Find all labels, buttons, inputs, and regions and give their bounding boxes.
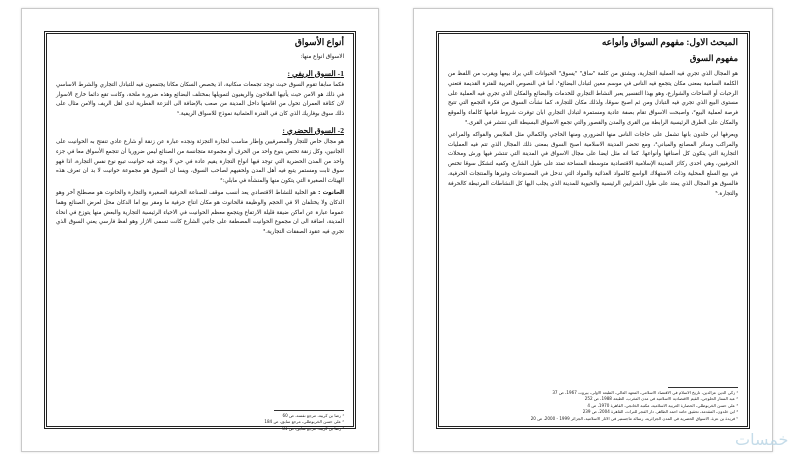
footnote: ³ رضا بن كريبة، مرجع سابق، ص 81 <box>282 425 344 431</box>
watermark-logo: خمسات <box>735 430 789 449</box>
paragraph: فكما سابقا تقوم السوق حيث توجد تجمعات سكانية، اذ يخصص السكان مكانا يجتمعون فيه للتبادل التجاري والشرط الاساسي في ذلك هو الامن حيث يأتيها الفلاحون والريفيون لتمويلها بمختلف البضائع وهذه ضرورة ملحة، وكانت تقع دائما خارج الاسوار لان كثافة العمران تحول من اقامتها داخل المدينة من صعب بالإضافة الى النزعة الفطرية لدى اهل الريف والامن مثال على ذلك سوق بوفاريك الذي كان في الفترة العثمانية نموذج للاسواق الريفية.¹ <box>56 81 344 118</box>
subsection-title: 1- السوق الريفي : <box>287 68 344 78</box>
section-heading: أنواع الأسواق <box>294 37 344 47</box>
footnote: ¹ زكي الدين عزالدين، تاريخ الاسلام في الاقتصاد الاسلامي، المعهد العالي، الطبعة الاولى، بيروت 1967، ص 37 <box>552 390 738 395</box>
footnote-divider <box>668 387 738 388</box>
page-content <box>448 37 738 201</box>
footnote: ¹ رضا بن كريبة، مرجع نفسه، ص 60 <box>282 413 344 418</box>
footnote-divider <box>274 410 344 411</box>
section-heading: مفهوم السوق <box>689 53 738 63</box>
document-page-right <box>413 8 773 452</box>
paragraph: هو المجال الذي تجري فيه العملية التجارية، ويشتق من كلمة "ساق" "يسوق" الحيوانات التي يراد بيعها ويقرب من اللفظ من الكلمة السامية بمعنى مكان يتجمع فيه الناس في موسم معين لتبادل البضائع¹، أما في النصوص العربية للفترة القديمة فتعني الرحبات أو الساحات والشوارع، وهو بهذا التفسير يعبر النشاط التجاري للخدمات والبضائع والمكان الذي تجري فيه العملية على مستوى البيع الذي تجري فيه التبادل ومن ثم اصبح سوقا، ولذلك مكان للتجارة، كما نشأت السوق من فكرة التجمع التي تتيح فرصة لعملية البيع²، واصبحت الاسواق تقام بصفة عادية ومستمرة لتبادل التجاري ابان توفرت شروط قيامها كالماء والموقع والمكان على الطرق الرئيسية الرابطة بين القرى والمدن والقصور والتي تجمع الاسواق البسيطة التي تنتشر في القرى.³ <box>448 71 738 126</box>
term-text: هو الخلية للنشاط الاقتصادي يعد أنسب موقف للصناعة الحرفية الصغيرة والتجارة والحانوت هو مصطلح آخر وهو الدكان ولا يختلفان الا في الحجم والوظيفة فالحانوت هو مكان انتاج حرفية ما ومقر بيع اما الدكان محل لعرض الصنائع وهما عموما عبارة عن اماكن ضيقة قليلة الارتفاع ويتجمع معظم الحوانيت في الاحياء الرئيسية التجارية والبعض منها يتوزع في انحاء المدينة، اضافة الى ان مجموع الحوانيت المصطفة على جانبي الشارع كانت تسمى الازار وهو لفظ فارسي يعني السوق الذي تجري فيه عقود الصفقات التجارية.³ <box>56 189 344 236</box>
chapter-heading: المبحث الاول: مفهوم السواق وأنواعه <box>601 37 738 47</box>
page-content <box>56 37 344 240</box>
footnote: ² علي حسن الخربوطلي، مرجع سابق، ص 184 <box>264 419 344 425</box>
footnote: ⁴ ابن خلدون، المقدمة، تحقيق حامد احمد الطاهر، دار الفجر للتراث، القاهرة 2004، ص 239 <box>582 409 738 415</box>
footnote: ² عبد الستار الحلوجي، القيم الاقتصادية الاسلامية في مدن المغرب، الطبعة 1988، ص 252 <box>584 396 738 402</box>
footnotes <box>448 381 738 422</box>
intro-text: الاسواق انواع منها: <box>300 54 344 60</box>
document-page-left <box>21 8 379 452</box>
footnote: ⁵ فريدة بن عزة، الاسواق الحضرية في المدن الجزائرية، رسالة ماجستير في الاثار الاسلامية، الجزائر 1999 - 2000، ص 20 <box>530 415 738 421</box>
paragraph <box>56 189 344 238</box>
footnotes <box>56 404 344 432</box>
footnote: ³ علي حسن الخربوطلي، الحضارة العربية الاسلامية، مكتبة الخانجي، القاهرة 1970، ص 4 <box>587 402 738 408</box>
paragraph: ويعرفها ابن خلدون بانها تشمل على حاجات الناس منها الضروري ومنها الحاجي والكمالي مثل الملابس والفواكه والمراعي والمراكب وسائر المصانع والمباني⁴، ومع تحضر المدينة الاسلامية اصبح السوق بمعنى ذلك المجال الذي تتم فيه العمليات التجارية التي يتكون كل أصنافها وأنواعها. كما انه مثل ايضا على مجال الاسواق في المدينة التي تنتشر فيها ورش ومحلات الحرفيين، وهي احدى ركائز المدينة الإسلامية الاقتصادية متوسطة المساحة تمتد على طول الشارع، وكفيه لتشكل سوقا تختص في بيع السلع المحلية وذات الاستهلاك الواسع كالمواد الغذائية والمواد التي تدخل في المصنوعات وغيرها والمنتجات الحرفية، فالسوق هو المجال الذي يمتد على طول الشرايين الرئيسية والحيوية للمدينة الذي يجلب اليها كل النشاطات المرتبطة كالحرفة والتجارة.⁵ <box>448 131 738 197</box>
subsection-title: 2- السوق الحضري : <box>282 125 344 135</box>
paragraph: هو مجال خاص للتجار والمصرفيين وإطار مناسب لتجارة التجزئة ونجده عبارة عن زنقة أو شارع عادي تنفتح به الحوانيت على الجانبين، وكل زنقة تختص بنوع واحد من الحرف أو مجموعة متجانسة من الصنائع ليس ضروريا أن تتجمع الأسواق معا في جزء واحد من المدن الحضرية التي توجد فيها انواع التجارة يقيم عادة في حي لا يوجد فيه حوانيت تبيع نوع نفس التجارة، اذا فهو سوق ثابت ومستمر يتبع فيه أهل المدن ولحفيهم لصاحب السوق، ويسا ان السوق هو مجموعة حوانيت لا بد ان تعرف هذه الهيئات الصغيرة التي يتكون منها والمنشأة في مابلي:² <box>56 138 344 185</box>
term-label: الحانوت : <box>318 189 345 196</box>
